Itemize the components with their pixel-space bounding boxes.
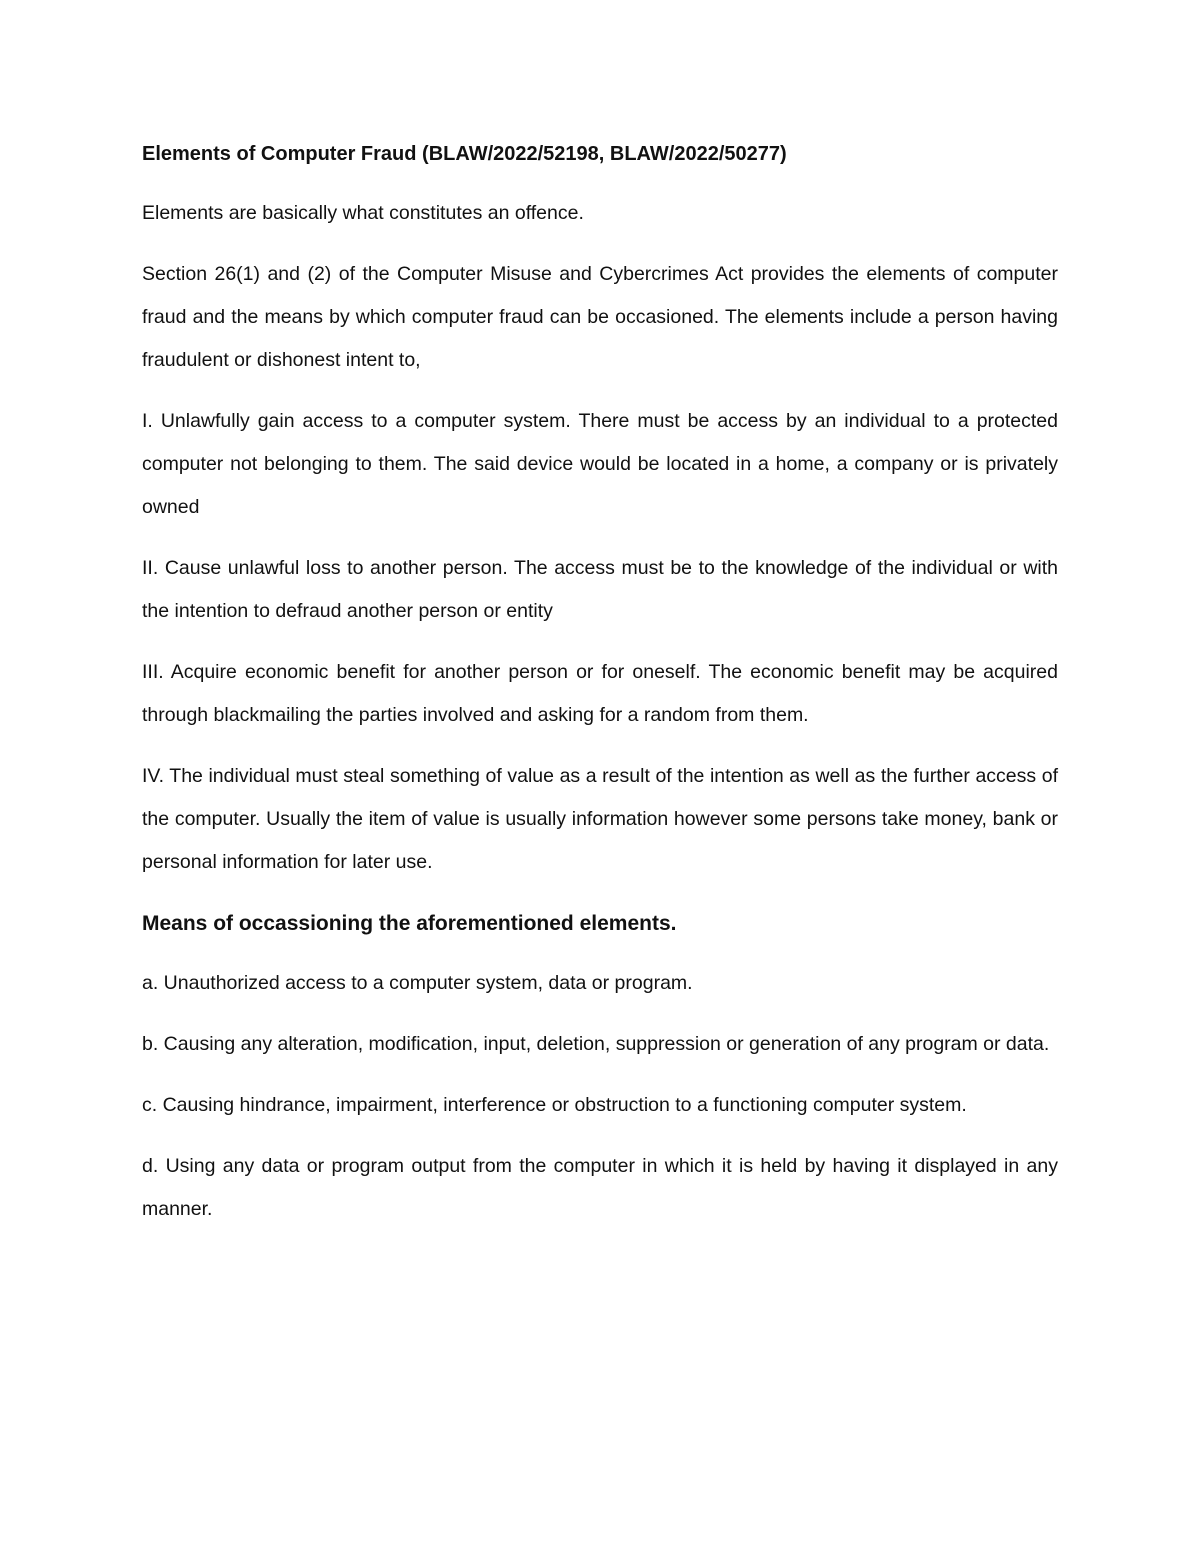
means-item-c: c. Causing hindrance, impairment, interference or obstruction to a functioning computer system. xyxy=(142,1094,967,1116)
means-heading: Means of occassioning the aforementioned elements. xyxy=(142,912,677,935)
section-paragraph: Section 26(1) and (2) of the Computer Misuse and Cybercrimes Act provides the elements of computer fraud and the means by which computer fraud can be occasioned. The elements include a person having fraudulent or dishonest intent to, xyxy=(142,263,1058,371)
intro-paragraph: Elements are basically what constitutes an offence. xyxy=(142,202,584,224)
means-item-d: d. Using any data or program output from the computer in which it is held by having it displayed in any manner. xyxy=(142,1155,1058,1220)
means-item-a: a. Unauthorized access to a computer system, data or program. xyxy=(142,972,693,994)
means-item-b: b. Causing any alteration, modification, input, deletion, suppression or generation of any program or data. xyxy=(142,1033,1050,1055)
element-item-4: IV. The individual must steal something of value as a result of the intention as well as the further access of the computer. Usually the item of value is usually information however some persons take money, bank or personal information for later use. xyxy=(142,765,1058,873)
document-title: Elements of Computer Fraud (BLAW/2022/52198, BLAW/2022/50277) xyxy=(142,143,787,165)
element-item-3: III. Acquire economic benefit for another person or for oneself. The economic benefit may be acquired through blackmailing the parties involved and asking for a random from them. xyxy=(142,661,1058,726)
element-item-1: I. Unlawfully gain access to a computer system. There must be access by an individual to a protected computer not belonging to them. The said device would be located in a home, a company or is privately owned xyxy=(142,410,1058,518)
element-item-2: II. Cause unlawful loss to another person. The access must be to the knowledge of the individual or with the intention to defraud another person or entity xyxy=(142,557,1058,622)
document-body xyxy=(142,132,1058,1249)
